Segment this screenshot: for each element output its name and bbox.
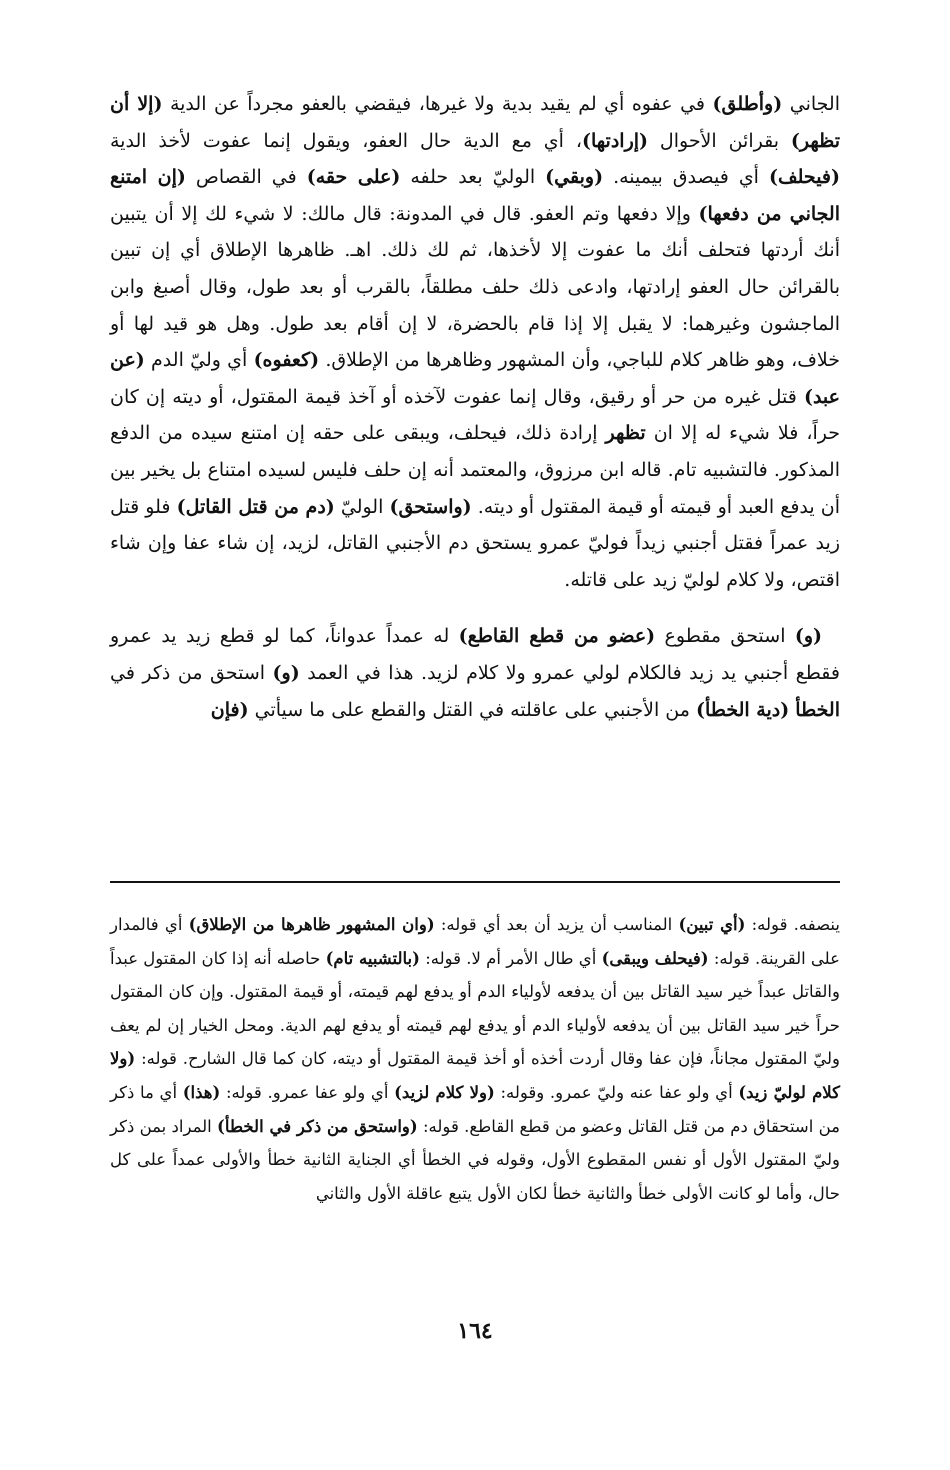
main-paragraph-2: (و) استحق مقطوع (عضو من قطع القاطع) له عمداً عدواناً، كما لو قطع زيد يد عمرو فقطع أجنبي يد زيد فالكلام لولي عمرو ولا كلام لزيد. هذا في العمد (و) استحق من ذكر في الخطأ (دية الخطأ) من الأجنبي على عاقلته في القتل والقطع على ما سيأتي (فإن bbox=[110, 625, 841, 721]
footnote-paragraph: ينصفه. قوله: (أي تبين) المناسب أن يزيد أن بعد أي قوله: (وان المشهور ظاهرها من الإطلاق) أي فالمدار على القرينة. قوله: (فيحلف ويبقى) أي طال الأمر أم لا. قوله: (بالتشبيه تام) حاصله أنه إذا كان المقتول عبداً والقاتل عبداً خير سيد القاتل بين أن يدفعه لأولياء الدم أو يدفع لهم قيمته، أو قيمة المقتول. وإن كان المقتول حراً خير سيد القاتل بين أن يدفعه لأولياء الدم أو يدفع لهم قيمته أو يدفع لهم الدية. ومحل الخيار إن لم يعف وليّ المقتول مجاناً، فإن عفا وقال أردت أخذه أو أخذ قيمة المقتول أو ديته، كان كما قال الشارح. قوله: (ولا كلام لوليّ زيد) أي ولو عفا عنه وليّ عمرو. وقوله: (ولا كلام لزيد) أي ولو عفا عمرو. قوله: (هذا) أي ما ذكر من استحقاق دم من قتل القاتل وعضو من قطع القاطع. قوله: (واستحق من ذكر في الخطأ) المراد بمن ذكر وليّ المقتول الأول أو نفس المقطوع الأول، وقوله في الخطأ أي الجناية الثانية خطأ والأولى عمداً على كل حال، وأما لو كانت الأولى خطأ والثانية خطأ لكان الأول يتبع عاقلة الأول والثاني bbox=[109, 915, 841, 1203]
bold-term: (فيحلف ويبقى) bbox=[601, 948, 709, 968]
footnote-divider bbox=[110, 881, 840, 883]
bold-term: (إرادتها) bbox=[582, 129, 649, 152]
bold-term: (إلا أن تظهر) bbox=[110, 93, 841, 152]
bold-term: (و) bbox=[272, 661, 300, 684]
bold-term: (واستحق) bbox=[389, 495, 472, 518]
bold-term: (إن امتنع الجاني من دفعها) bbox=[110, 166, 840, 225]
main-paragraph-1: الجاني (وأطلق) في عفوه أي لم يقيد بدية ولا غيرها، فيقضي بالعفو مجرداً عن الدية (إلا أن تظهر) بقرائن الأحوال (إرادتها)، أي مع الدية حال العفو، ويقول إنما عفوت لأخذ الدية (فيحلف) أي فيصدق بيمينه. (وبقي) الوليّ بعد حلفه (على حقه) في القصاص (إن امتنع الجاني من دفعها) وإلا دفعها وتم العفو. قال في المدونة: قال مالك: لا شيء لك إلا أن يتبين أنك أردتها فتحلف أنك ما عفوت إلا لأخذها، ثم لك ذلك. اهـ. ظاهرها الإطلاق أي إن تبين بالقرائن حال العفو إرادتها، وادعى ذلك حلف مطلقاً، بالقرب أو بعد طول، وقال أصبغ وابن الماجشون وغيرهما: لا يقبل إلا إذا قام بالحضرة، لا إن أقام بعد طول. وهل هو قيد لها أو خلاف، وهو ظاهر كلام للباجي، وأن المشهور وظاهرها من الإطلاق. (كعفوه) أي وليّ الدم (عن عبد) قتل غيره من حر أو رقيق، وقال إنما عفوت لآخذه أو آخذ قيمة المقتول، أو ديته إن كان حراً، فلا شيء له إلا ان تظهر إرادة ذلك، فيحلف، ويبقى على حقه إن امتنع سيده من الدفع المذكور. فالتشبيه تام. قاله ابن مرزوق، والمعتمد أنه إن حلف فليس لسيده امتناع بل يخير بين أن يدفع العبد أو قيمته أو قيمة المقتول أو ديته. (واستحق) الوليّ (دم من قتل القاتل) فلو قتل زيد عمراً فقتل أجنبي زيداً فوليّ عمرو يستحق دم الأجنبي القاتل، لزيد، إن شاء عفا وإن شاء اقتص، ولا كلام لوليّ زيد على قاتله. bbox=[110, 93, 841, 591]
bold-term: (دية الخطأ) bbox=[695, 698, 790, 721]
bold-term: (وبقي) bbox=[545, 166, 604, 189]
bold-term: (ولا كلام لزيد) bbox=[394, 1082, 495, 1102]
bold-term: (أي تبين) bbox=[678, 915, 746, 934]
bold-term: (هذا) bbox=[182, 1082, 221, 1102]
bold-term: (كعفوه) bbox=[253, 349, 320, 372]
main-text bbox=[110, 86, 840, 728]
bold-term: (وان المشهور ظاهرها من الإطلاق) bbox=[188, 915, 435, 934]
bold-term: الخطأ bbox=[795, 698, 840, 721]
bold-term: (ولا كلام لوليّ زيد) bbox=[110, 1049, 840, 1102]
bold-term: (و) bbox=[794, 625, 822, 648]
page-number: ١٦٤ bbox=[457, 1318, 493, 1344]
bold-term: (على حقه) bbox=[306, 166, 401, 189]
bold-term: (عضو من قطع القاطع) bbox=[458, 625, 656, 648]
bold-term: (فيحلف) bbox=[768, 166, 841, 189]
bold-term: (عن عبد) bbox=[110, 349, 840, 408]
footnote-text bbox=[110, 908, 840, 1210]
bold-term: (بالتشبيه تام) bbox=[325, 948, 420, 968]
bold-term: (دم من قتل القاتل) bbox=[176, 495, 335, 518]
bold-term: (واستحق من ذكر في الخطأ) bbox=[217, 1116, 418, 1136]
bold-term: (وأطلق) bbox=[712, 93, 783, 115]
bold-term: (فإن bbox=[210, 698, 249, 721]
bold-term: تظهر bbox=[605, 422, 646, 445]
